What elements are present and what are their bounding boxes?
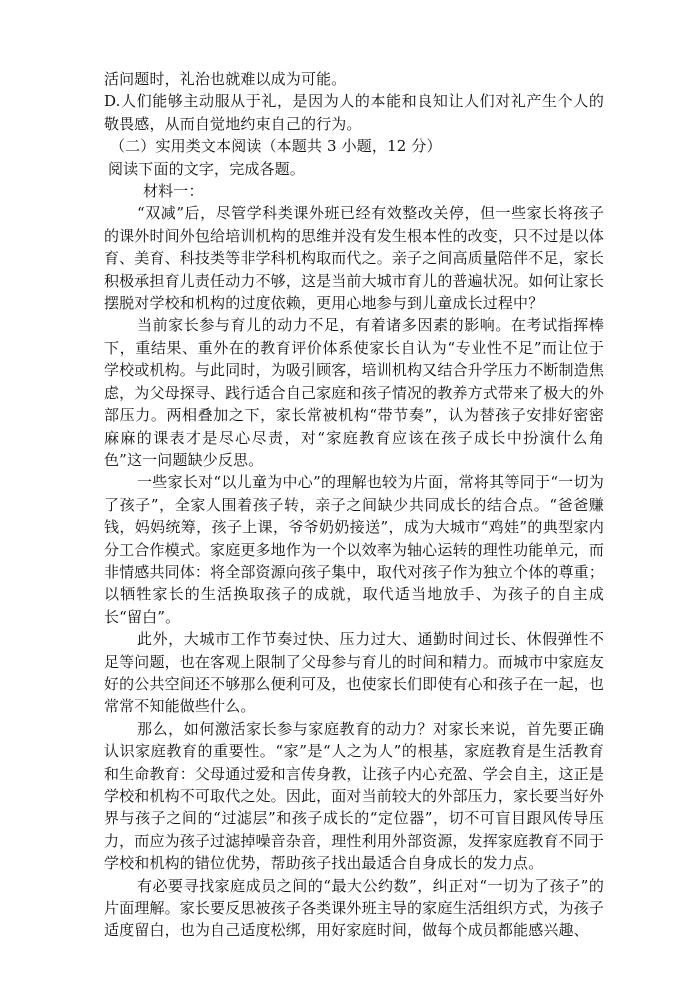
option-d: D.人们能够主动服从于礼，是因为人的本能和良知让人们对礼产生个人的敬畏感，从而自觉地约束自己的行为。 bbox=[104, 92, 604, 133]
instruction-text: 阅读下面的文字，完成各题。 bbox=[108, 159, 305, 178]
paragraph: 有必要寻找家庭成员之间的“最大公约数”，纠正对“一切为了孩子”的片面理解。家长要反思被孩子各类课外班主导的家庭生活组织方式，为孩子适度留白，也为自己适度松绑，用好家庭时间，做每个成员都能感兴趣、 bbox=[104, 876, 604, 940]
paragraph-continued: 活问题时，礼治也就难以成为可能。 bbox=[104, 70, 347, 88]
paragraph: 此外，大城市工作节奏过快、压力过大、通勤时间过长、休假弹性不足等问题，也在客观上限制了父母参与育儿的时间和精力。而城市中家庭友好的公共空间还不够那么便利可及，也使家长们即使有心和孩子在一起，也常常不知能做些什么。 bbox=[104, 630, 604, 716]
section-heading: （二）实用类文本阅读（本题共 3 小题，12 分） bbox=[110, 137, 442, 156]
document-body bbox=[104, 68, 604, 942]
paragraph: 当前家长参与育儿的动力不足，有着诸多因素的影响。在考试指挥棒下，重结果、重外在的教育评价体系使家长自认为“专业性不足”而让位于学校或机构。与此同时，为吸引顾客，培训机构又结合升学压力不断制造焦虑，为父母探寻、践行适合自己家庭和孩子情况的教养方式带来了极大的外部压力。两相叠加之下，家长常被机构“带节奏”，认为替孩子安排好密密麻麻的课表才是尽心尽责，对“家庭教育应该在孩子成长中扮演什么角色”这一问题缺少反思。 bbox=[104, 316, 604, 469]
paragraph: 那么，如何激活家长参与家庭教育的动力？对家长来说，首先要正确认识家庭教育的重要性。“家”是“人之为人”的根基，家庭教育是生活教育和生命教育：父母通过爱和言传身教，让孩子内心充盈、学会自主，这正是学校和机构不可取代之处。因此，面对当前较大的外部压力，家长要当好外界与孩子之间的“过滤层”和孩子成长的“定位器”，切不可盲目跟风传导压力，而应为孩子过滤掉噪音杂音，理性利用外部资源，发挥家庭教育不同于学校和机构的错位优势，帮助孩子找出最适合自身成长的发力点。 bbox=[104, 719, 604, 873]
material-label: 材料一： bbox=[143, 182, 204, 201]
paragraph: “双减”后，尽管学科类课外班已经有效整改关停，但一些家长将孩子的课外时间外包给培训机构的思维并没有发生根本性的改变，只不过是以体育、美育、科技类等非学科机构取而代之。亲子之间高质量陪伴不足，家长积极承担育儿责任动力不够，这是当前大城市育儿的普遍状况。如何让家长摆脱对学校和机构的过度依赖，更用心地参与到儿童成长过程中？ bbox=[104, 204, 604, 313]
paragraph: 一些家长对“以儿童为中心”的理解也较为片面，常将其等同于“一切为了孩子”，全家人围着孩子转，亲子之间缺少共同成长的结合点。“爸爸赚钱，妈妈统筹，孩子上课，爷爷奶奶接送”，成为大城市“鸡娃”的典型家内分工合作模式。家庭更多地作为一个以效率为轴心运转的理性功能单元，而非情感共同体：将全部资源向孩子集中，取代对孩子作为独立个体的尊重；以牺牲家长的生活换取孩子的成就，取代适当地放手、为孩子的自主成长“留白”。 bbox=[104, 473, 604, 626]
